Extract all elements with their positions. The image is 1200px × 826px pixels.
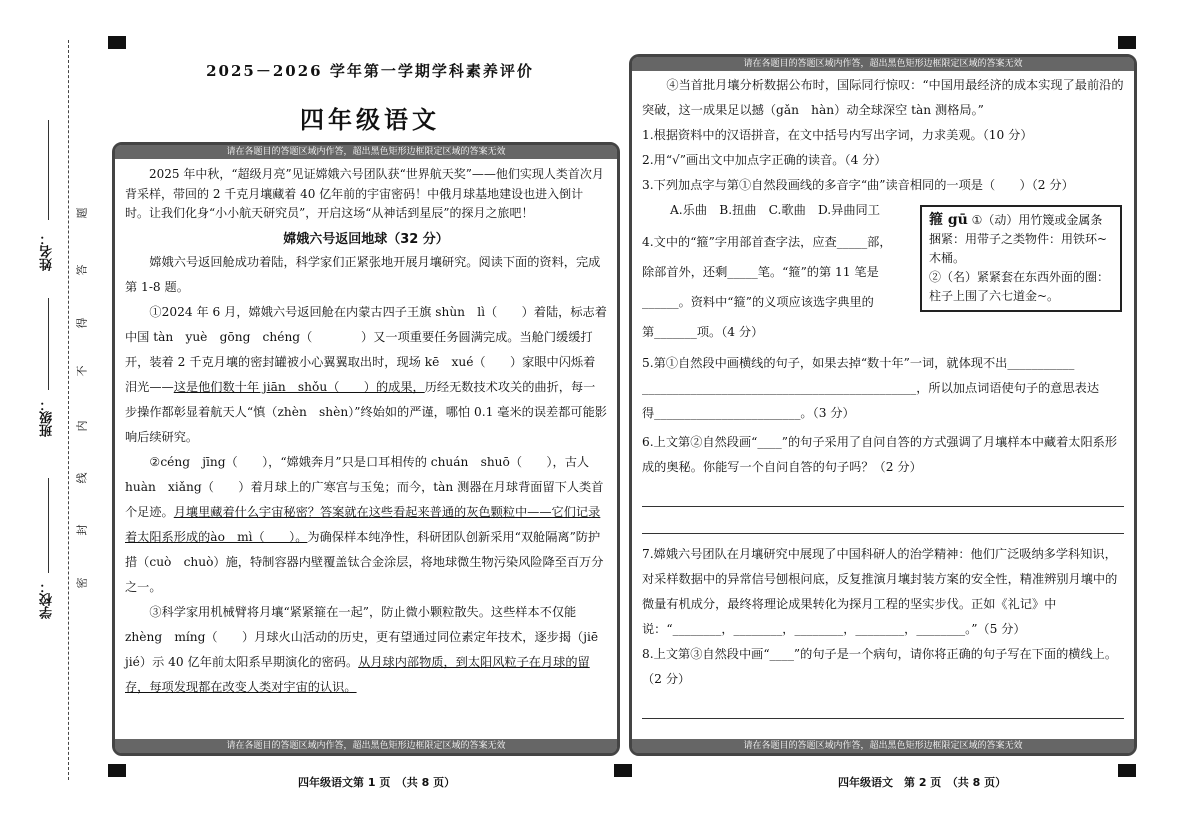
notice-band: 请在各题目的答题区域内作答，超出黑色矩形边框限定区域的答案无效 [115,145,617,159]
seal-line [68,40,69,780]
question-3: 3.下列加点字与第①自然段画线的多音字“曲”读音相同的一项是（ ）（2 分） [642,178,1074,192]
passage-paragraph-3: ③科学家用机械臂将月壤“紧紧箍在一起”，防止微小颗粒散失。这些样本不仅能 zhèng míng（ ）月球火山活动的历史，更有望通过同位素定年技术，逐步揭（jiē jié）示 40 亿年前太阳系早期演化的密码。从月球内部物质，到太阳风粒子在月球的留存，每项发现都在改变人类对宇宙的认识。 [125,604,611,694]
registration-mark [108,764,126,777]
section-title: 嫦娥六号返回地球（32 分） [283,231,449,247]
question-2: 2.用“√”画出文中加点字正确的读音。（4 分） [642,153,887,167]
registration-mark [108,36,126,49]
page-footer-2: 四年级语文 第 2 页 （共 8 页） [838,776,1007,789]
dictionary-headword: 箍 gū [929,212,968,228]
class-field[interactable] [48,298,49,390]
registration-mark [614,764,632,777]
notice-band: 请在各题目的答题区域内作答，超出黑色矩形边框限定区域的答案无效 [115,739,617,753]
exam-title: 2025－2026 学年第一学期学科素养评价 [206,62,534,80]
seal-char: 答 [75,264,89,276]
question-5-line: 得________________________。（3 分） [642,406,855,420]
seal-char: 密 [75,577,89,589]
question-4-line: 4.文中的“箍”字用部首查字法，应查_____部， [642,235,892,249]
seal-char: 封 [75,524,89,536]
dictionary-entry-box [920,205,1122,312]
question-4-line: 第_______项。（4 分） [642,325,764,339]
passage-paragraph-4: ④当首批月壤分析数据公布时，国际同行惊叹：“中国用最经济的成本实现了最前沿的突破，这一成果足以撼（gǎn hàn）动全球深空 tàn 测格局。” [642,78,1124,117]
question-6: 6.上文第②自然段画“____”的句子采用了自问自答的方式强调了月壤样本中藏着太阳系形成的奥秘。你能写一个自问自答的句子吗？（2 分） [642,435,1118,474]
notice-band: 请在各题目的答题区域内作答，超出黑色矩形边框限定区域的答案无效 [632,739,1134,753]
seal-char: 不 [75,365,89,377]
name-field[interactable] [48,120,49,220]
underlined-sentence: 月壤里藏着什么宇宙秘密？答案就在这些看起来普通的灰色颗粒中——它们记录着太阳系形成的ào mì（ ）。 [125,504,601,544]
school-label: 学校： [40,580,55,619]
dictionary-definition-1: ①（动）用竹篾或金属条捆紧：用带子之类物件：用铁环~木桶。 [929,213,1108,265]
question-4-line: 除部首外，还剩_____笔。“箍”的第 11 笔是 [642,265,879,279]
seal-char: 得 [75,317,89,329]
answer-line[interactable] [642,507,1124,534]
question-5-line: _____________________________________________，所以加点词语使句子的意思表达 [642,381,1100,395]
reading-intro: 嫦娥六号返回舱成功着陆，科学家们正紧张地开展月壤研究。阅读下面的资料，完成第 1-8 题。 [125,254,601,294]
answer-line[interactable] [642,692,1124,719]
underlined-sentence: 从月球内部物质，到太阳风粒子在月球的留存，每项发现都在改变人类对宇宙的认识。 [125,654,590,694]
notice-band: 请在各题目的答题区域内作答，超出黑色矩形边框限定区域的答案无效 [632,57,1134,71]
registration-mark [1118,764,1136,777]
seal-char: 线 [75,472,89,484]
question-5-line: 5.第①自然段中画横线的句子，如果去掉“数十年”一词，就体现不出___________ [642,356,1075,370]
answer-area-page-1 [112,142,620,756]
exam-subject: 四年级语文 [300,105,440,134]
seal-char: 内 [75,420,89,432]
question-4-line: ______。资料中“箍”的义项应该选字典里的 [642,295,874,309]
intro-text: 2025 年中秋，“超级月亮”见证嫦娥六号团队获“世界航天奖”——他们实现人类首次月背采样，带回的 2 千克月壤藏着 40 亿年前的宇宙密码！中俄月球基地建设也进入倒计时。让我们化身“小小航天研究员”，开启这场“从神话到星辰”的探月之旅吧！ [125,167,604,220]
page-footer-1: 四年级语文第 1 页 （共 8 页） [298,776,456,789]
answer-area-page-2 [629,54,1137,756]
question-7: 7.嫦娥六号团队在月壤研究中展现了中国科研人的治学精神：他们广泛吸纳多学科知识，对采样数据中的异常信号刨根问底，反复推演月壤封装方案的安全性，精准辨别月壤中的微量有机成分，最终将理论成果转化为探月工程的坚实步伐。正如《礼记》中说：“________，________，________，________，________。”（5 分） [642,547,1118,636]
school-field[interactable] [48,478,49,573]
underlined-sentence: 这是他们数十年 jiān shǒu（ ）的成果， [173,379,425,394]
question-8: 8.上文第③自然段中画“____”的句子是一个病句，请你将正确的句子写在下面的横线上。（2 分） [642,647,1118,686]
question-3-choices: A.乐曲 B.扭曲 C.歌曲 D.异曲同工 [670,203,880,217]
passage-paragraph-2: ②céng jīng（ ），“嫦娥奔月”只是口耳相传的 chuán shuō（ ），古人 huàn xiǎng（ ）着月球上的广寒宫与玉兔；而今，tàn 测器在月球背面留下人类首个足迹。月壤里藏着什么宇宙秘密？答案就在这些看起来普通的灰色颗粒中——它们记录着太阳系形成的ào mì（ ）。为确保样本纯净性，科研团队创新采用“双舱隔离”防护措（cuò chuò）施，特制容器内壁覆盖钛合金涂层，将地球微生物污染风险降至百万分之一。 [125,454,604,594]
passage-paragraph-1: ①2024 年 6 月，嫦娥六号返回舱在内蒙古四子王旗 shùn lì（ ）着陆，标志着中国 tàn yuè gōng chéng（ ）又一项重要任务圆满完成。当舱门缓缓打开，装着 2 千克月壤的密封罐被小心翼翼取出时，现场 kē xué（ ）家眼中闪烁着泪光——这是他们数十年 jiān shǒu（ ）的成果，历经无数技术攻关的曲折，每一步操作都彰显着航天人“慎（zhèn shèn）”终始如的严谨，哪怕 0.1 毫米的误差都可能影响后续研究。 [125,304,607,444]
name-label: 姓名： [40,232,55,271]
answer-line[interactable] [642,480,1124,507]
class-label: 班级： [40,398,55,437]
question-1: 1.根据资料中的汉语拼音，在文中括号内写出字词，力求美观。（10 分） [642,128,1033,142]
seal-char: 题 [75,207,89,219]
dictionary-definition-2: ②（名）紧紧套在东西外面的圈：柱子上围了六七道金~。 [929,270,1110,303]
registration-mark [1118,36,1136,49]
